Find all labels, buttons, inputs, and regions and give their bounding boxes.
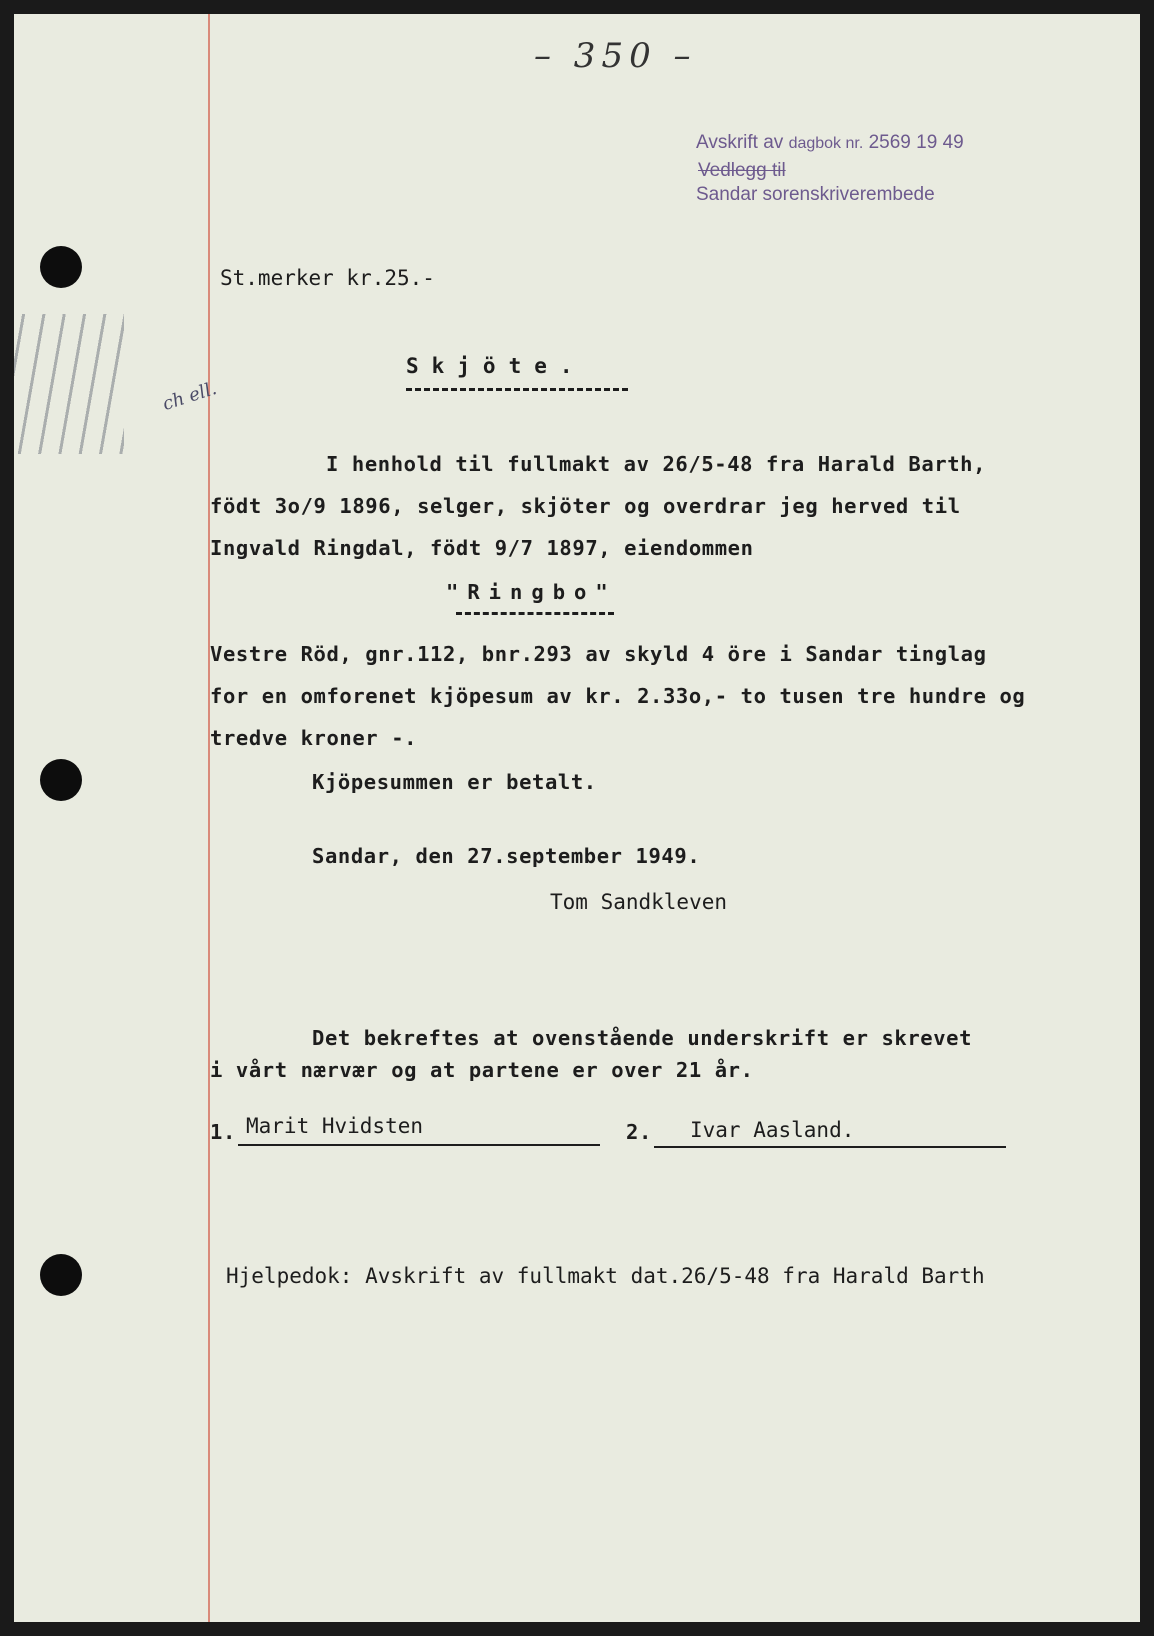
registry-stamp-line1 [696,132,964,154]
document-title: Skjöte. [406,354,586,378]
body-line-6: tredve kroner -. [210,726,418,750]
punch-hole [40,1254,82,1296]
punch-hole [40,759,82,801]
witness-statement-line-1: Det bekreftes at ovenstående underskrift er skrevet [312,1026,973,1050]
body-line-3: Ingvald Ringdal, födt 9/7 1897, eiendommen [210,536,754,560]
witness-2-line [654,1146,1006,1148]
auxiliary-document-note: Hjelpedok: Avskrift av fullmakt dat.26/5-48 fra Harald Barth [226,1264,985,1288]
margin-note: ch ell. [160,377,220,416]
witness-statement-line-2: i vårt nærvær og at partene er over 21 år. [210,1058,754,1082]
body-line-5: for en omforenet kjöpesum av kr. 2.33o,- to tusen tre hundre og [210,684,1026,708]
stamp-number: 2569 [868,132,911,153]
seller-signature: Tom Sandkleven [550,890,728,914]
payment-confirmation: Kjöpesummen er betalt. [312,770,597,794]
witness-2-number: 2. [626,1120,652,1144]
place-date: Sandar, den 27.september 1949. [312,844,701,868]
witness-1-name: Marit Hvidsten [246,1114,424,1138]
registry-stamp-line2: Vedlegg til [698,160,786,181]
paper-edge-damage [14,314,124,454]
witness-1-number: 1. [210,1120,236,1144]
body-line-1: I henhold til fullmakt av 26/5-48 fra Harald Barth, [326,452,987,476]
witness-2-name: Ivar Aasland. [690,1118,855,1142]
property-underline [456,612,614,615]
title-underline [406,388,628,391]
property-name: "Ringbo" [446,580,617,604]
body-line-2: födt 3o/9 1896, selger, skjöter og overdrar jeg herved til [210,494,961,518]
registry-stamp-line3: Sandar sorenskriverembede [696,184,935,205]
stamp-prefix: Avskrift av [696,132,784,153]
body-line-4: Vestre Röd, gnr.112, bnr.293 av skyld 4 öre i Sandar tinglag [210,642,987,666]
margin-line [208,14,210,1622]
punch-hole [40,246,82,288]
stamp-duty-text: St.merker kr.25.- [220,266,435,290]
stamp-year: 49 [942,132,964,153]
stamp-dagbok: dagbok nr. [788,135,864,152]
handwritten-page-number: – 350 – [534,36,697,76]
document-page [14,14,1140,1622]
stamp-year-prefix: 19 [916,132,938,153]
witness-1-line [238,1144,600,1146]
